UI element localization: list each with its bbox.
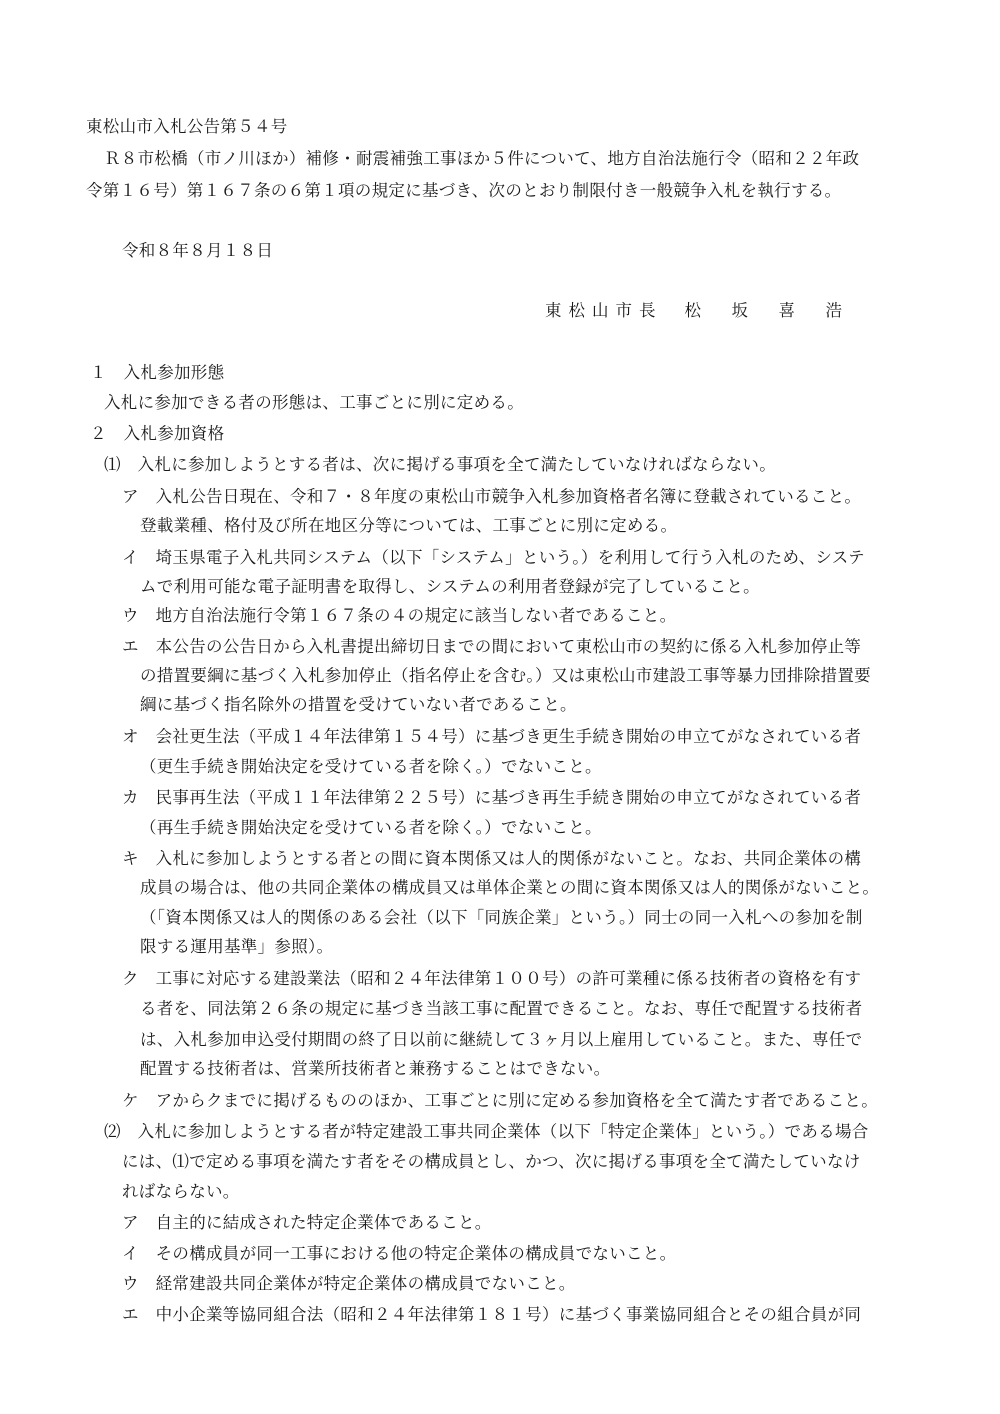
signatory-name: 松 坂 喜 浩 [684, 301, 849, 320]
list-item: イ その構成員が同一工事における他の特定企業体の構成員でないこと。 [122, 1244, 677, 1263]
intro-text: Ｒ８市松橋（市ノ川ほか）補修・耐震補強工事ほか５件について、地方自治法施行令（昭和２２年政 [104, 149, 860, 168]
list-item: ア 自主的に結成された特定企業体であること。 [122, 1213, 492, 1232]
section-heading: ２ 入札参加資格 [90, 424, 225, 443]
list-item-continuation: （「資本関係又は人的関係のある会社（以下「同族企業」という。）同士の同一入札への参加を制 [140, 908, 863, 927]
list-item-continuation: の措置要綱に基づく入札参加停止（指名停止を含む。）又は東松山市建設工事等暴力団排除措置要 [140, 666, 871, 685]
list-item-continuation: （再生手続き開始決定を受けている者を除く。）でないこと。 [140, 818, 602, 837]
list-item: エ 中小企業等協同組合法（昭和２４年法律第１８１号）に基づく事業協同組合とその組合員が同 [122, 1305, 862, 1324]
list-item-continuation: 成員の場合は、他の共同企業体の構成員又は単体企業との間に資本関係又は人的関係がないこと。 [140, 878, 880, 897]
list-item: イ 埼玉県電子入札共同システム（以下「システム」という。）を利用して行う入札のため、システ [122, 548, 865, 567]
list-item-continuation: （更生手続き開始決定を受けている者を除く。）でないこと。 [140, 757, 602, 776]
subsection-continuation: には、⑴で定める事項を満たす者をその構成員とし、かつ、次に掲げる事項を全て満たしていなけ [122, 1152, 861, 1171]
body-text: 入札に参加できる者の形態は、工事ごとに別に定める。 [104, 393, 524, 412]
list-item: ウ 地方自治法施行令第１６７条の４の規定に該当しない者であること。 [122, 606, 677, 625]
list-item: オ 会社更生法（平成１４年法律第１５４号）に基づき更生手続き開始の申立てがなされている者 [122, 727, 862, 746]
list-item: カ 民事再生法（平成１１年法律第２２５号）に基づき再生手続き開始の申立てがなされている者 [122, 788, 862, 807]
list-item: キ 入札に参加しようとする者との間に資本関係又は人的関係がないこと。なお、共同企業体の構 [122, 849, 862, 868]
intro-text: 令第１６号）第１６７条の６第１項の規定に基づき、次のとおり制限付き一般競争入札を執行する。 [86, 181, 842, 200]
list-item: ア 入札公告日現在、令和７・８年度の東松山市競争入札参加資格者名簿に登載されていること。 [122, 487, 862, 506]
list-item-continuation: 綱に基づく指名除外の措置を受けていない者であること。 [140, 695, 577, 714]
list-item: エ 本公告の公告日から入札書提出締切日までの間において東松山市の契約に係る入札参加停止等 [122, 637, 862, 656]
list-item: ク 工事に対応する建設業法（昭和２４年法律第１００号）の許可業種に係る技術者の資格を有す [122, 969, 862, 988]
list-item-continuation: 登載業種、格付及び所在地区分等については、工事ごとに別に定める。 [140, 516, 678, 535]
list-item-continuation: は、入札参加申込受付期間の終了日以前に継続して３ヶ月以上雇用していること。また、専任で [140, 1030, 863, 1049]
subsection-continuation: ればならない。 [122, 1182, 240, 1201]
section-heading: １ 入札参加形態 [90, 363, 225, 382]
list-item-continuation: 配置する技術者は、営業所技術者と兼務することはできない。 [140, 1059, 611, 1078]
signatory [0, 300, 1000, 322]
list-item-continuation: ムで利用可能な電子証明書を取得し、システムの利用者登録が完了していること。 [140, 577, 760, 596]
signatory-title: 東松山市長 [545, 301, 663, 320]
list-item: ケ アからクまでに掲げるもののほか、工事ごとに別に定める参加資格を全て満たす者であること。 [122, 1091, 878, 1110]
list-item: ウ 経常建設共同企業体が特定企業体の構成員でないこと。 [122, 1274, 576, 1293]
list-item-continuation: る者を、同法第２６条の規定に基づき当該工事に配置できること。なお、専任で配置する技術者 [140, 999, 863, 1018]
notice-date: 令和８年８月１８日 [122, 241, 274, 260]
list-item-continuation: 限する運用基準」参照）。 [140, 937, 334, 956]
subsection-item: ⑵ 入札に参加しようとする者が特定建設工事共同企業体（以下「特定企業体」という。）である場合 [104, 1122, 869, 1141]
subsection-item: ⑴ 入札に参加しようとする者は、次に掲げる事項を全て満たしていなければならない。 [104, 455, 776, 474]
notice-number: 東松山市入札公告第５４号 [86, 117, 288, 136]
